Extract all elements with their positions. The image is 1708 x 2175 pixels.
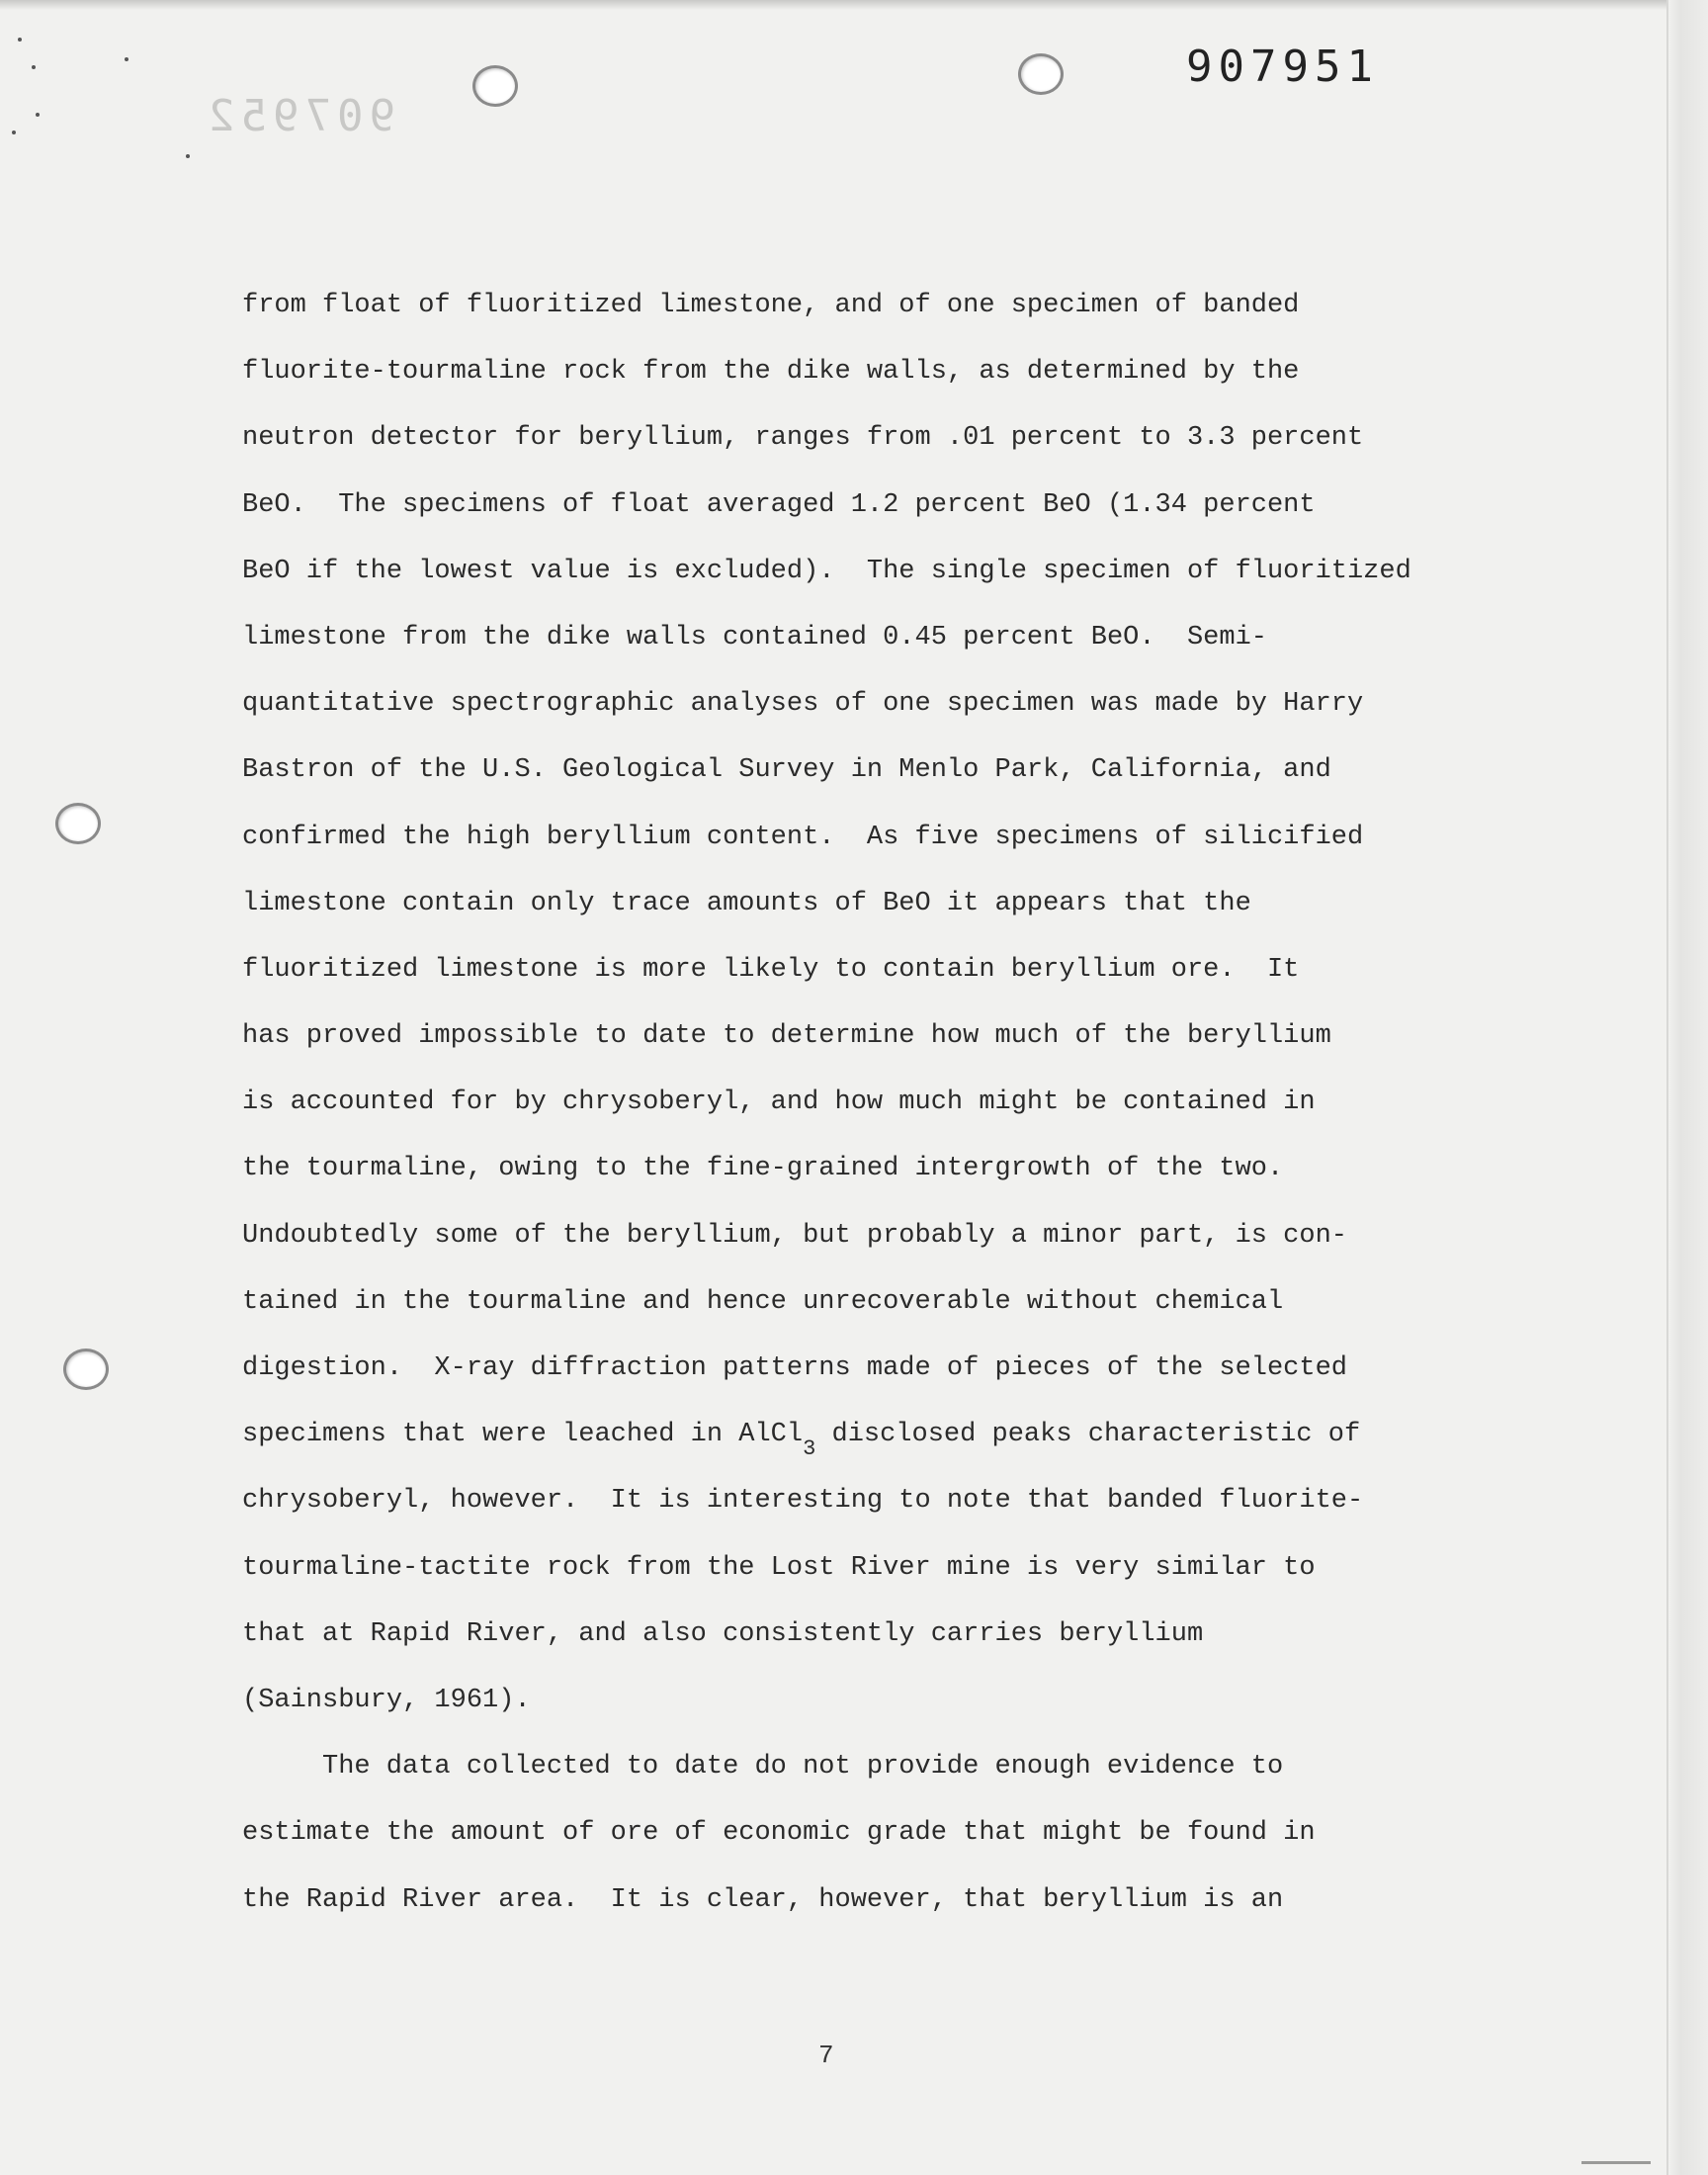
text-segment: disclosed peaks characteristic of [815, 1420, 1361, 1450]
scan-speck [36, 113, 40, 117]
text-line: BeO if the lowest value is excluded). The single specimen of fluoritized [242, 556, 1411, 586]
text-line: tourmaline-tactite rock from the Lost River mine is very similar to [242, 1552, 1316, 1583]
scan-speck [186, 154, 190, 158]
paragraph-start-line: The data collected to date do not provide enough evidence to [322, 1752, 1284, 1783]
punch-hole-top-left [472, 65, 518, 107]
bleed-through-document-number: 907952 [203, 91, 395, 141]
scan-speck [12, 130, 16, 134]
punch-hole-top-right [1018, 53, 1064, 95]
text-line: Undoubtedly some of the beryllium, but probably a minor part, is con- [242, 1220, 1347, 1251]
text-line: Bastron of the U.S. Geological Survey in Menlo Park, California, and [242, 755, 1331, 786]
text-line: chrysoberyl, however. It is interesting to note that banded fluorite- [242, 1486, 1364, 1517]
text-line: fluorite-tourmaline rock from the dike walls, as determined by the [242, 357, 1300, 388]
scan-speck [32, 65, 36, 69]
text-line: digestion. X-ray diffraction patterns made of pieces of the selected [242, 1353, 1347, 1383]
text-line: confirmed the high beryllium content. As five specimens of silicified [242, 822, 1364, 852]
text-segment: specimens that were leached in AlCl [242, 1420, 804, 1450]
text-line: that at Rapid River, and also consistently carries beryllium [242, 1618, 1204, 1649]
text-line: BeO. The specimens of float averaged 1.2 percent BeO (1.34 percent [242, 489, 1316, 520]
text-line: from float of fluoritized limestone, and of one specimen of banded [242, 291, 1300, 320]
text-line: limestone from the dike walls contained 0.45 percent BeO. Semi- [242, 622, 1267, 652]
scan-top-edge [0, 0, 1708, 10]
text-line: (Sainsbury, 1961). [242, 1685, 531, 1715]
text-line: tained in the tourmaline and hence unrecoverable without chemical [242, 1286, 1284, 1317]
text-line: limestone contain only trace amounts of BeO it appears that the [242, 888, 1251, 918]
punch-hole-left-middle [55, 803, 101, 844]
text-line: the tourmaline, owing to the fine-grained intergrowth of the two. [242, 1154, 1284, 1184]
text-line: estimate the amount of ore of economic grade that might be found in [242, 1818, 1316, 1849]
page-number: 7 [818, 2041, 834, 2070]
scan-bottom-mark [1581, 2161, 1651, 2164]
scan-speck [18, 38, 22, 42]
punch-hole-left-lower [63, 1348, 109, 1390]
scan-speck [125, 57, 128, 61]
text-line: is accounted for by chrysoberyl, and how much might be contained in [242, 1088, 1316, 1118]
document-number: 907951 [1186, 42, 1379, 92]
text-line: neutron detector for beryllium, ranges from .01 percent to 3.3 percent [242, 423, 1364, 454]
text-line: quantitative spectrographic analyses of one specimen was made by Harry [242, 689, 1364, 720]
scan-right-edge [1666, 0, 1708, 2175]
text-line: fluoritized limestone is more likely to contain beryllium ore. It [242, 954, 1300, 985]
text-line: has proved impossible to date to determine how much of the beryllium [242, 1021, 1331, 1052]
text-line: the Rapid River area. It is clear, however, that beryllium is an [242, 1884, 1284, 1915]
chemical-subscript: 3 [803, 1436, 816, 1462]
text-line-with-subscript [242, 1402, 1478, 1468]
body-text [242, 273, 1478, 1934]
